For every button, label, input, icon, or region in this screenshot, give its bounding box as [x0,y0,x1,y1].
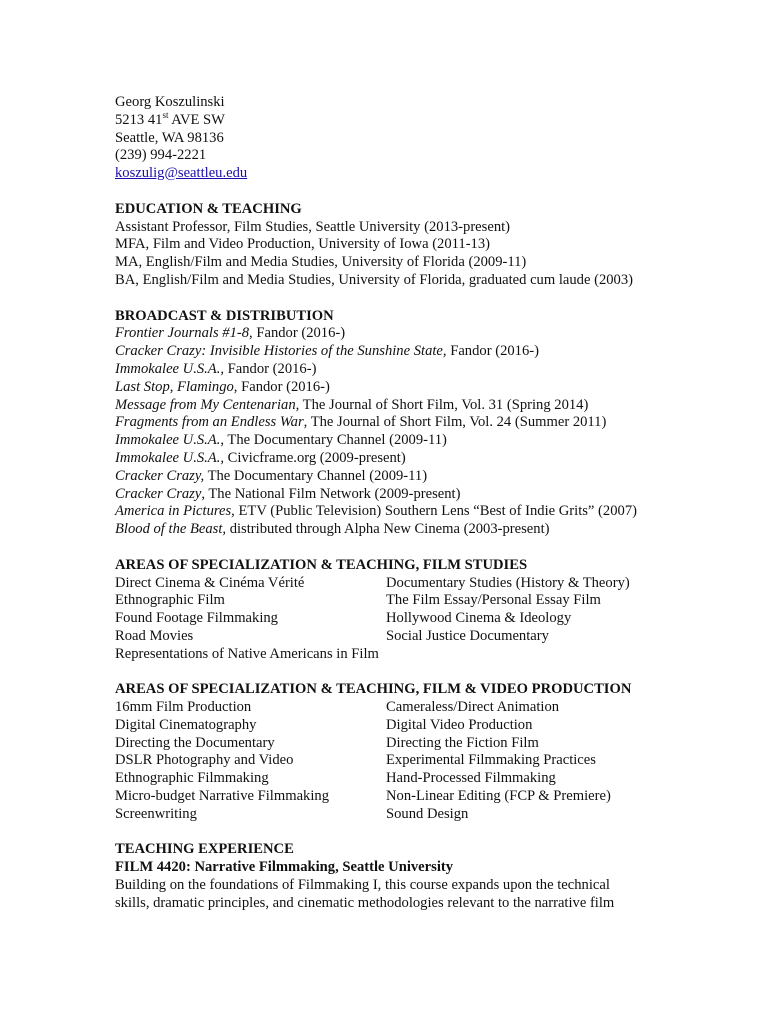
work-venue: The Documentary Channel (2009-11) [204,467,428,484]
film-studies-heading: AREAS OF SPECIALIZATION & TEACHING, FILM STUDIES [115,556,528,573]
spacer [115,664,675,682]
film-studies-grid [115,575,675,664]
work-venue: ETV (Public Television) Southern Lens “Best of Indie Grits” (2007) [234,503,637,520]
broadcast-section [115,308,675,539]
work-title: Message from My Centenarian, [115,396,300,413]
specialization-item: Digital Video Production [386,716,533,733]
spacer [115,539,675,557]
work-title: Cracker Crazy, [115,467,205,484]
specialization-item: 16mm Film Production [115,699,252,716]
work-title: Fragments from an Endless War [115,414,304,431]
specialization-item: Digital Cinematography [115,716,257,733]
work-title: America in Pictures, [115,503,235,520]
contact-city: Seattle, WA 98136 [115,129,224,146]
broadcast-item [115,361,675,379]
education-section [115,201,675,290]
specialization-item: Directing the Documentary [115,734,275,751]
contact-email-line [115,165,675,183]
film-studies-section [115,557,675,664]
broadcast-item [115,468,675,486]
specialization-item: Non-Linear Editing (FCP & Premiere) [386,788,611,805]
broadcast-item [115,450,675,468]
contact-address [115,109,675,130]
contact-block [115,94,675,183]
work-venue: , The Documentary Channel (2009-11) [220,432,447,449]
specialization-item: DSLR Photography and Video [115,752,294,769]
specialization-item: Direct Cinema & Cinéma Vérité [115,574,305,591]
spacer [115,824,675,842]
broadcast-item [115,432,675,450]
specialization-item: Hand-Processed Filmmaking [386,770,556,787]
work-title: Cracker Crazy: Invisible Histories of the Sunshine State, [115,343,447,360]
broadcast-item [115,325,675,343]
specialization-item: Documentary Studies (History & Theory) [386,574,630,591]
education-line: MFA, Film and Video Production, University of Iowa (2011-13) [115,236,491,253]
production-heading: AREAS OF SPECIALIZATION & TEACHING, FILM & VIDEO PRODUCTION [115,681,632,698]
work-venue: , The Journal of Short Film, Vol. 24 (Summer 2011) [303,414,607,431]
address-street: AVE SW [168,111,225,128]
production-grid [115,699,675,824]
work-title: Blood of the Beast, [115,521,227,538]
teaching-heading: TEACHING EXPERIENCE [115,841,294,858]
broadcast-item [115,414,675,432]
specialization-item: Hollywood Cinema & Ideology [386,610,572,627]
specialization-item: Found Footage Filmmaking [115,610,278,627]
spacer [115,183,675,201]
specialization-item: Social Justice Documentary [386,627,549,644]
specialization-item: Ethnographic Film [115,592,225,609]
specialization-item: Ethnographic Filmmaking [115,770,269,787]
work-venue: Fandor (2016-) [446,343,539,360]
work-title: Immokalee U.S.A., [115,360,225,377]
broadcast-item [115,379,675,397]
specialization-item: Sound Design [386,805,469,822]
broadcast-item [115,486,675,504]
contact-phone: (239) 994-2221 [115,147,207,164]
broadcast-item [115,397,675,415]
work-title: Last Stop, Flamingo [115,378,234,395]
contact-email-link[interactable]: koszulig@seattleu.edu [115,165,248,182]
broadcast-heading: BROADCAST & DISTRIBUTION [115,307,334,324]
work-venue: Fandor (2016-) [224,360,317,377]
work-venue: , Fandor (2016-) [249,325,346,342]
work-title: Immokalee U.S.A. [115,432,221,449]
teaching-section [115,841,675,912]
education-line: MA, English/Film and Media Studies, University of Florida (2009-11) [115,254,527,271]
work-venue: , The National Film Network (2009-present) [201,485,461,502]
address-number: 5213 41 [115,111,163,128]
course-title: FILM 4420: Narrative Filmmaking, Seattle University [115,859,454,876]
work-title: Frontier Journals #1-8 [115,325,250,342]
production-section [115,681,675,823]
work-venue: distributed through Alpha New Cinema (2003-present) [226,521,550,538]
specialization-item: Road Movies [115,627,194,644]
resume-page [115,94,675,913]
course-description-line: skills, dramatic principles, and cinematic methodologies relevant to the narrative film [115,894,615,911]
specialization-item: Screenwriting [115,805,197,822]
broadcast-item [115,503,675,521]
address-ordinal: st [162,109,169,120]
course-description-line: Building on the foundations of Filmmaking I, this course expands upon the technical [115,877,610,894]
specialization-item: The Film Essay/Personal Essay Film [386,592,601,609]
specialization-item: Micro-budget Narrative Filmmaking [115,788,329,805]
specialization-item: Cameraless/Direct Animation [386,699,560,716]
specialization-item: Directing the Fiction Film [386,734,539,751]
work-venue: Civicframe.org (2009-present) [224,449,406,466]
work-title: Cracker Crazy [115,485,202,502]
broadcast-item [115,521,675,539]
work-venue: , Fandor (2016-) [233,378,330,395]
education-heading: EDUCATION & TEACHING [115,200,302,217]
education-line: Assistant Professor, Film Studies, Seattle University (2013-present) [115,218,511,235]
contact-name: Georg Koszulinski [115,94,225,110]
specialization-item: Experimental Filmmaking Practices [386,752,596,769]
specialization-item: Representations of Native Americans in Film [115,645,379,662]
education-line: BA, English/Film and Media Studies, University of Florida, graduated cum laude (2003) [115,271,633,288]
spacer [115,290,675,308]
work-title: Immokalee U.S.A., [115,449,225,466]
broadcast-item [115,343,675,361]
work-venue: The Journal of Short Film, Vol. 31 (Spring 2014) [299,396,589,413]
